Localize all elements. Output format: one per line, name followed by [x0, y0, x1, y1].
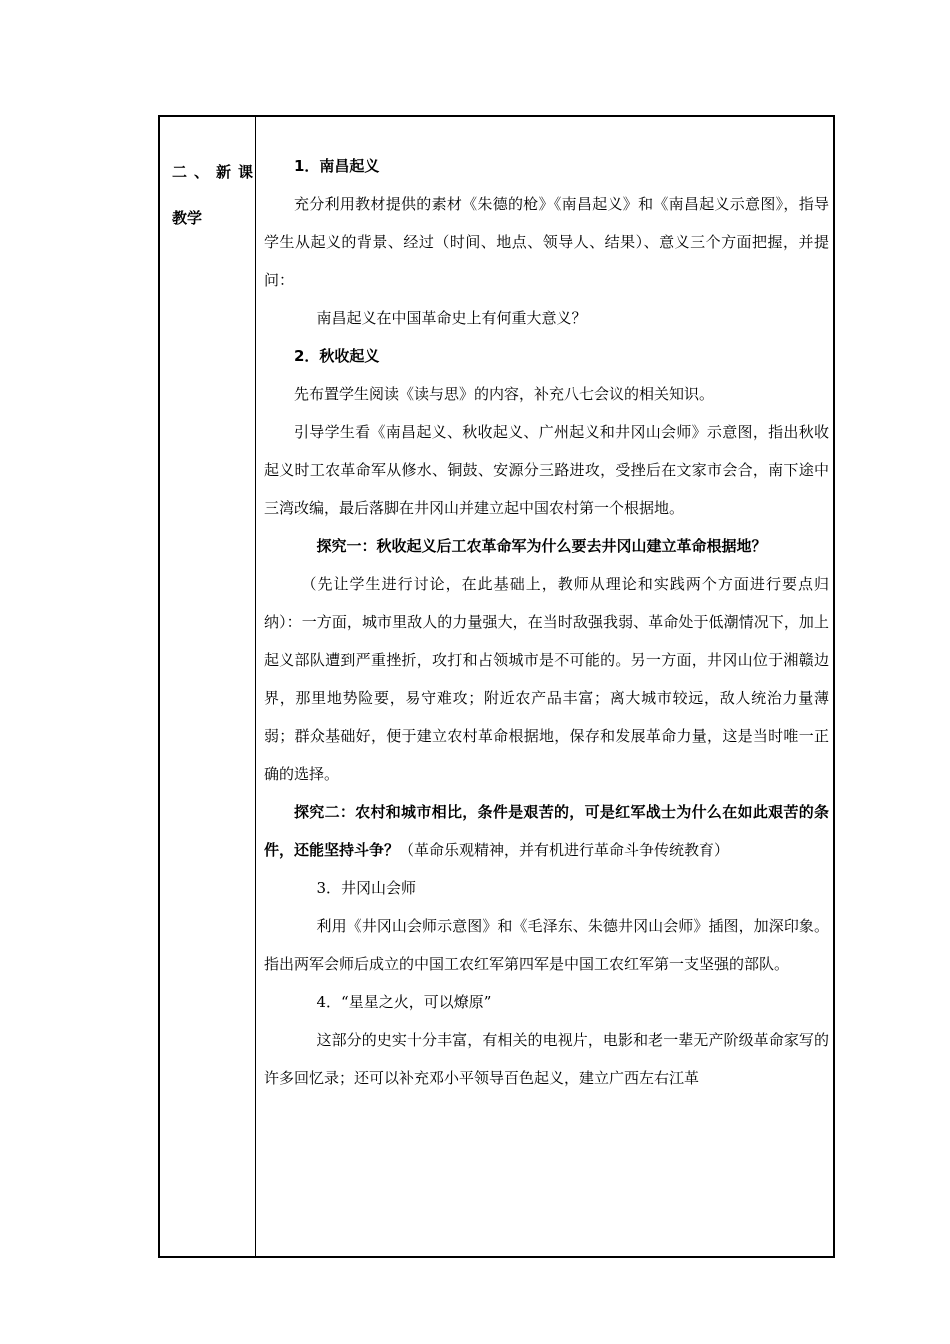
column-divider — [255, 117, 256, 1256]
section-4-paragraph: 这部分的史实十分丰富，有相关的电视片，电影和老一辈无产阶级革命家写的许多回忆录；还可以补充邓小平领导百色起义，建立广西左右江革 — [264, 1031, 829, 1087]
section-2-heading: 2．秋收起义 — [294, 347, 380, 365]
section-label-line1: 二、新课 — [172, 163, 261, 181]
section-3-heading: 3．井冈山会师 — [316, 879, 417, 897]
lesson-table — [158, 115, 835, 1258]
explore-1-answer: （先让学生进行讨论，在此基础上，教师从理论和实践两个方面进行要点归纳）：一方面，城市里敌人的力量强大，在当时敌强我弱、革命处于低潮情况下，加上起义部队遭到严重挫折，攻打和占领城市是不可能的。另一方面，井冈山位于湘赣边界，那里地势险要，易守难攻；附近农产品丰富；离大城市较远，敌人统治力量薄弱；群众基础好，便于建立农村革命根据地，保存和发展革命力量，这是当时唯一正确的选择。 — [264, 575, 829, 783]
explore-2-paragraph — [264, 793, 829, 869]
content-cell — [264, 147, 829, 1097]
section-1-paragraph: 充分利用教材提供的素材《朱德的枪》《南昌起义》和《南昌起义示意图》，指导学生从起义的背景、经过（时间、地点、领导人、结果）、意义三个方面把握，并提问： — [264, 195, 829, 289]
section-2-paragraph-1: 先布置学生阅读《读与思》的内容，补充八七会议的相关知识。 — [294, 385, 715, 403]
section-label-cell — [172, 149, 261, 241]
explore-1-question: 探究一：秋收起义后工农革命军为什么要去井冈山建立革命根据地？ — [316, 537, 767, 555]
section-4-heading: 4．“星星之火，可以燎原” — [316, 993, 492, 1011]
explore-2-note: （革命乐观精神，并有机进行革命斗争传统教育） — [399, 841, 730, 859]
section-label-line2: 教学 — [172, 209, 203, 227]
section-1-heading: 1．南昌起义 — [294, 157, 380, 175]
section-2-paragraph-2: 引导学生看《南昌起义、秋收起义、广州起义和井冈山会师》示意图，指出秋收起义时工农革命军从修水、铜鼓、安源分三路进攻，受挫后在文家市会合，南下途中三湾改编，最后落脚在井冈山并建立起中国农村第一个根据地。 — [264, 423, 829, 517]
explore-2-question: 探究二：农村和城市相比，条件是艰苦的，可是红军战士为什么在如此艰苦的条件，还能坚持斗争？ — [264, 803, 829, 859]
section-1-question: 南昌起义在中国革命史上有何重大意义？ — [316, 309, 587, 327]
section-3-paragraph: 利用《井冈山会师示意图》和《毛泽东、朱德井冈山会师》插图，加深印象。指出两军会师后成立的中国工农红军第四军是中国工农红军第一支坚强的部队。 — [264, 917, 829, 973]
